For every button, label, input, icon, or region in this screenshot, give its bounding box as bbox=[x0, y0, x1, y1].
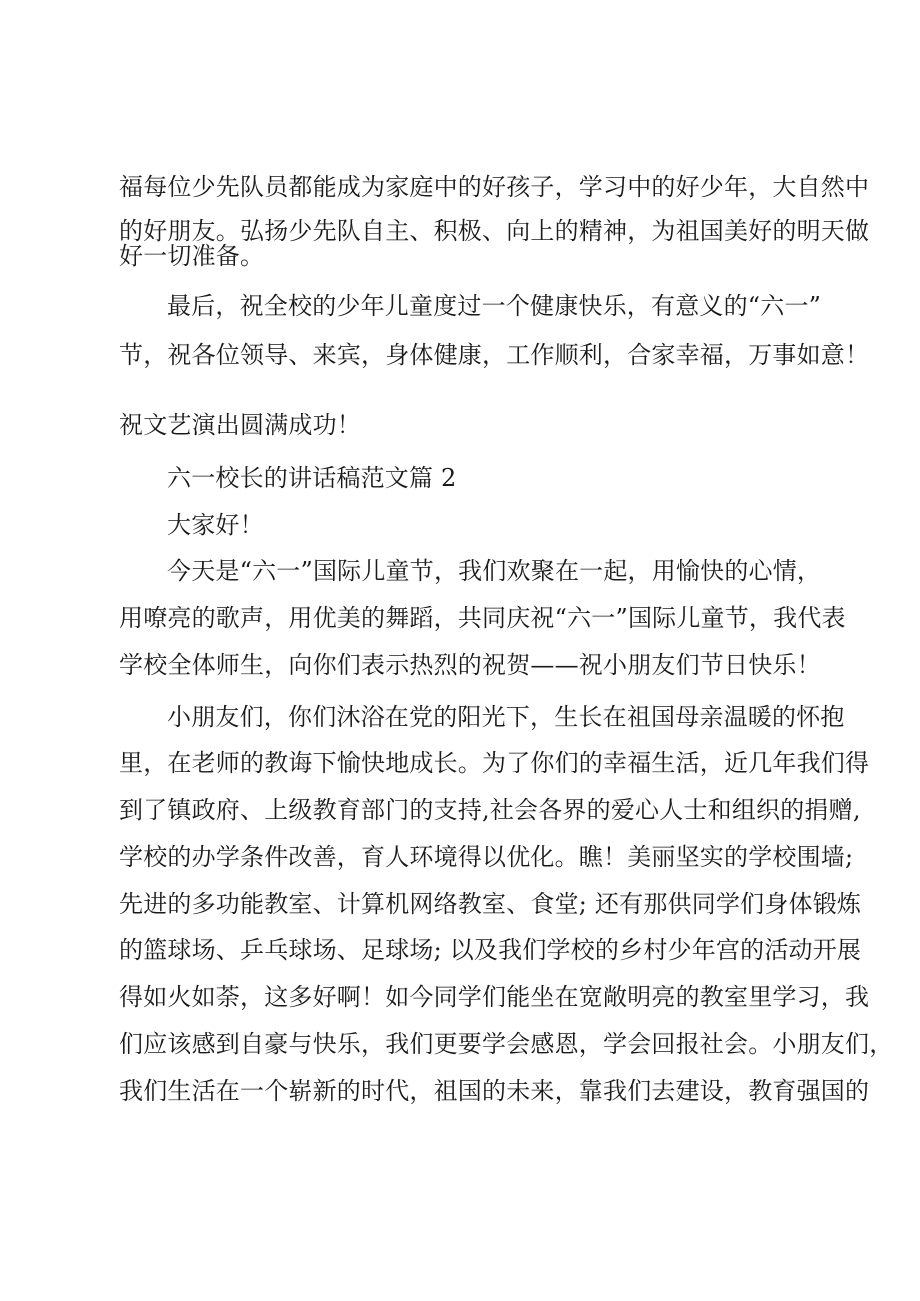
paragraph-line: 福每位少先队员都能成为家庭中的好孩子，学习中的好少年，大自然中 bbox=[119, 173, 870, 201]
paragraph-line: 里，在老师的教诲下愉快地成长。为了你们的幸福生活，近几年我们得 bbox=[119, 749, 870, 777]
paragraph-line: 到了镇政府、上级教育部门的支持,社会各界的爱心人士和组织的捐赠, bbox=[119, 796, 861, 824]
paragraph-line: 学校全体师生，向你们表示热烈的祝贺——祝小朋友们节日快乐！ bbox=[119, 651, 821, 679]
paragraph-line: 先进的多功能教室、计算机网络教室、食堂; 还有那供同学们身体锻炼 bbox=[119, 890, 862, 918]
paragraph-line: 最后，祝全校的少年儿童度过一个健康快乐，有意义的“六一” bbox=[167, 292, 822, 320]
paragraph-line: 祝文艺演出圆满成功！ bbox=[119, 411, 361, 439]
greeting-line: 大家好！ bbox=[167, 511, 264, 539]
paragraph-line: 节，祝各位领导、来宾，身体健康，工作顺利，合家幸福，万事如意！ bbox=[119, 341, 870, 369]
paragraph-line: 学校的办学条件改善，育人环境得以优化。瞧！美丽坚实的学校围墙; bbox=[119, 843, 854, 871]
paragraph-line: 的篮球场、乒乓球场、足球场; 以及我们学校的乡村少年宫的活动开展 bbox=[119, 936, 862, 964]
paragraph-line: 今天是“六一”国际儿童节，我们欢聚在一起，用愉快的心情， bbox=[167, 557, 822, 585]
paragraph-line: 们应该感到自豪与快乐，我们更要学会感恩，学会回报社会。小朋友们， bbox=[119, 1030, 894, 1058]
section-heading: 六一校长的讲话稿范文篇 2 bbox=[167, 464, 457, 492]
paragraph-line: 用嘹亮的歌声，用优美的舞蹈，共同庆祝“六一”国际儿童节，我代表 bbox=[119, 604, 846, 632]
paragraph-line: 得如火如荼，这多好啊！如今同学们能坐在宽敞明亮的教室里学习，我 bbox=[119, 983, 870, 1011]
paragraph-line: 的好朋友。弘扬少先队自主、积极、向上的精神，为祖国美好的明天做 bbox=[119, 217, 870, 245]
paragraph-line: 我们生活在一个崭新的时代，祖国的未来，靠我们去建设，教育强国的 bbox=[119, 1077, 870, 1105]
paragraph-line: 小朋友们，你们沐浴在党的阳光下，生长在祖国母亲温暖的怀抱 bbox=[167, 703, 845, 731]
paragraph-line: 好一切准备。 bbox=[119, 242, 265, 270]
